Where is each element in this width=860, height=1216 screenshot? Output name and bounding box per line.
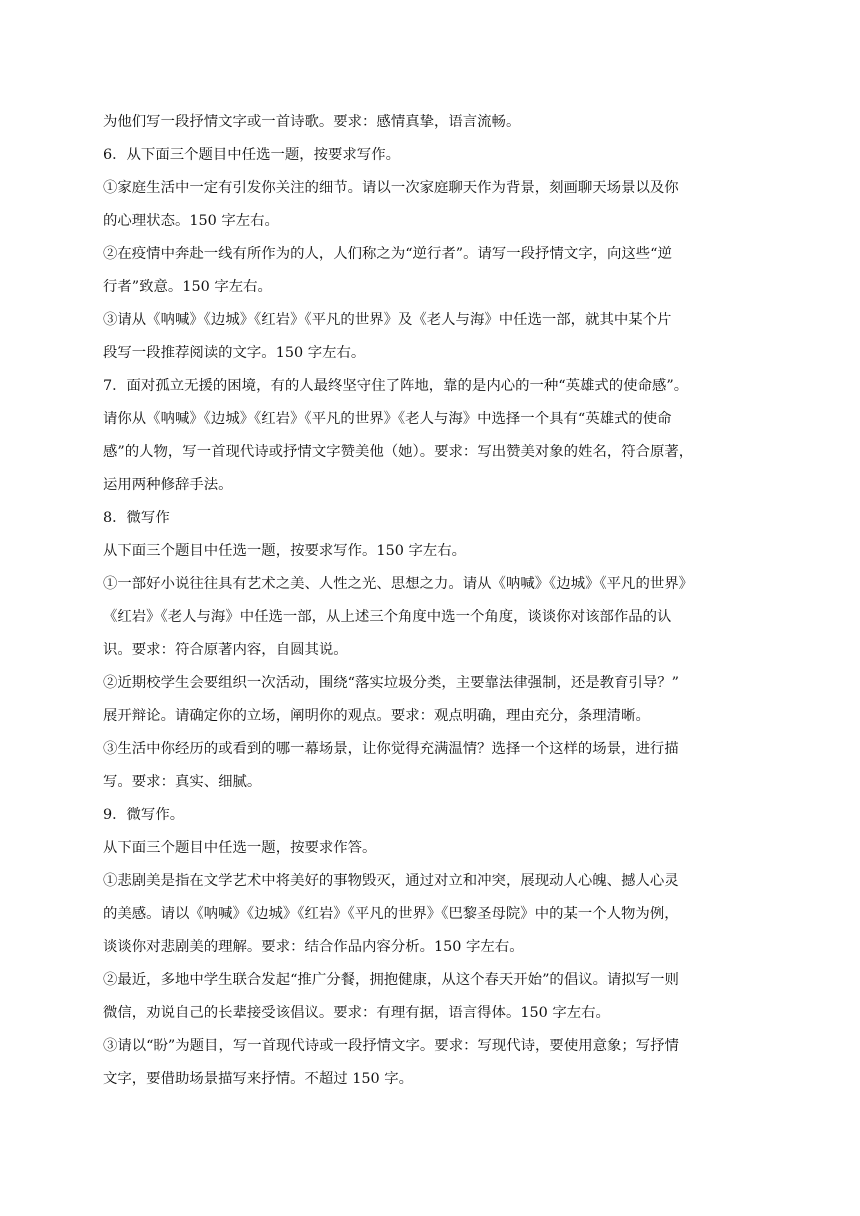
question-6-heading: 6．从下面三个题目中任选一题，按要求写作。 — [103, 147, 400, 163]
question-7-heading: 7．面对孤立无援的困境，有的人最终坚守住了阵地，靠的是内心的一种“英雄式的使命感”。 — [103, 378, 689, 394]
text-line: 为他们写一段抒情文字或一首诗歌。要求：感情真挚，语言流畅。 — [103, 114, 521, 130]
text-line: 的美感。请以《呐喊》《边城》《红岩》《平凡的世界》《巴黎圣母院》中的某一个人物为例， — [103, 906, 679, 922]
text-line: 段写一段推荐阅读的文字。150 字左右。 — [103, 345, 366, 361]
text-line: ②近期校学生会要组织一次活动，围绕“落实垃圾分类，主要靠法律强制，还是教育引导？” — [103, 675, 679, 691]
text-line: 谈谈你对悲剧美的理解。要求：结合作品内容分析。150 字左右。 — [103, 939, 524, 955]
text-line: 行者”致意。150 字左右。 — [103, 279, 272, 295]
text-line: 《红岩》《老人与海》中任选一部，从上述三个角度中选一个角度，谈谈你对该部作品的认 — [103, 609, 672, 625]
text-line: 的心理状态。150 字左右。 — [103, 213, 279, 229]
text-line: ①家庭生活中一定有引发你关注的细节。请以一次家庭聊天作为背景，刻画聊天场景以及你 — [103, 180, 679, 196]
question-9-heading: 9．微写作。 — [103, 807, 185, 823]
text-line: ①悲剧美是指在文学艺术中将美好的事物毁灭，通过对立和冲突，展现动人心魄、撼人心灵 — [103, 873, 679, 889]
text-line: ③请以“盼”为题目，写一首现代诗或一段抒情文字。要求：写现代诗，要使用意象；写抒情 — [103, 1038, 679, 1054]
text-line: 文字，要借助场景描写来抒情。不超过 150 字。 — [103, 1071, 414, 1087]
text-line: ③生活中你经历的或看到的哪一幕场景，让你觉得充满温情？选择一个这样的场景，进行描 — [103, 741, 679, 757]
text-line: ③请从《呐喊》《边城》《红岩》《平凡的世界》及《老人与海》中任选一部，就其中某个片 — [103, 312, 672, 328]
text-line: 感”的人物，写一首现代诗或抒情文字赞美他（她）。要求：写出赞美对象的姓名，符合原著， — [103, 444, 694, 460]
text-line: 展开辩论。请确定你的立场，阐明你的观点。要求：观点明确，理由充分，条理清晰。 — [103, 708, 650, 724]
text-line: 识。要求：符合原著内容，自圆其说。 — [103, 642, 348, 658]
text-line: ②最近，多地中学生联合发起“推广分餐，拥抱健康，从这个春天开始”的倡议。请拟写一则 — [103, 972, 679, 988]
text-line: 微信，劝说自己的长辈接受该倡议。要求：有理有据，语言得体。150 字左右。 — [103, 1005, 610, 1021]
text-line: 从下面三个题目中任选一题，按要求写作。150 字左右。 — [103, 543, 467, 559]
text-line: 运用两种修辞手法。 — [103, 477, 233, 493]
text-line: ②在疫情中奔赴一线有所作为的人，人们称之为“逆行者”。请写一段抒情文字，向这些“逆 — [103, 246, 672, 262]
question-8-heading: 8．微写作 — [103, 510, 170, 526]
text-line: 从下面三个题目中任选一题，按要求作答。 — [103, 840, 377, 856]
document-body — [103, 108, 733, 1098]
text-line: 请你从《呐喊》《边城》《红岩》《平凡的世界》《老人与海》中选择一个具有“英雄式的使命 — [103, 411, 672, 427]
text-line: ①一部好小说往往具有艺术之美、人性之光、思想之力。请从《呐喊》《边城》《平凡的世界》 — [103, 576, 694, 592]
text-line: 写。要求：真实、细腻。 — [103, 774, 262, 790]
